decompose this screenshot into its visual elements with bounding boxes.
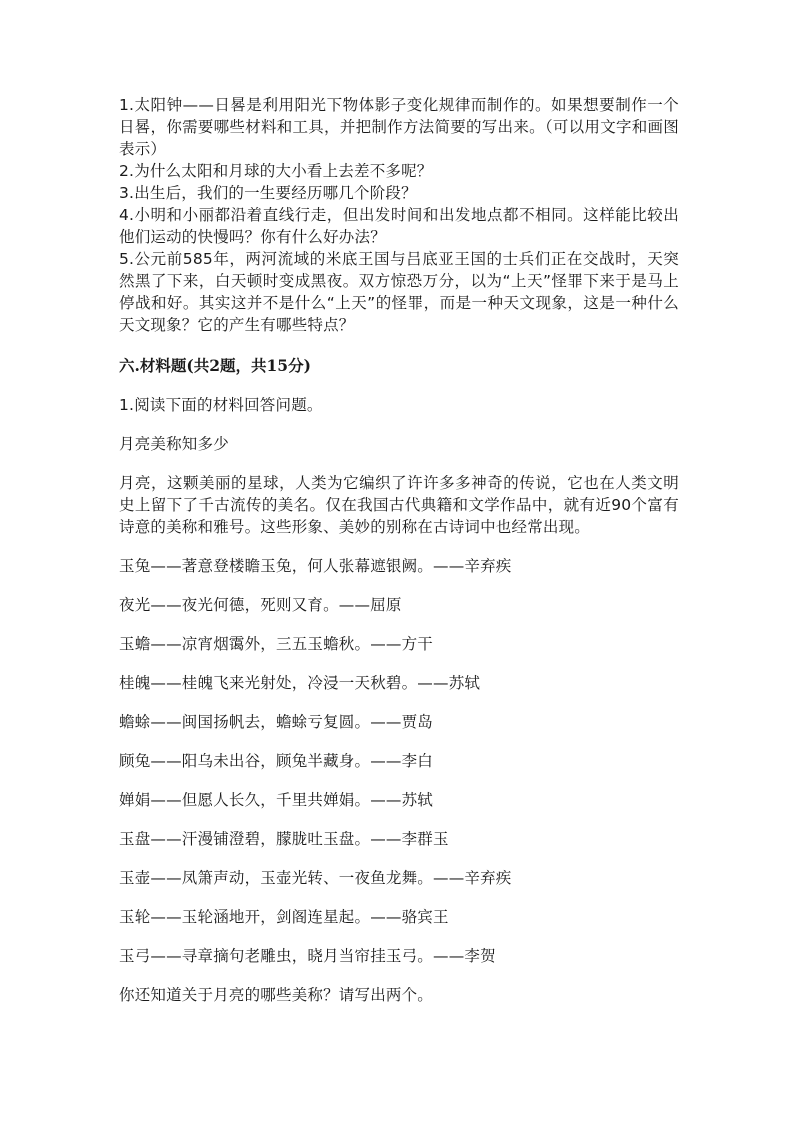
question-list bbox=[119, 94, 679, 336]
poem-line-yupan: 玉盘——汗漫铺澄碧，朦胧吐玉盘。——李群玉 bbox=[119, 830, 449, 848]
poem-line-yuchan: 玉蟾——凉宵烟霭外，三五玉蟾秋。——方干 bbox=[119, 635, 434, 653]
section-title: 六.材料题(共2题，共15分) bbox=[119, 356, 311, 375]
poem-line-yuhu: 玉壶——凤箫声动，玉壶光转、一夜鱼龙舞。——辛弃疾 bbox=[119, 869, 512, 887]
poem-line-guipo: 桂魄——桂魄飞来光射处，冷浸一天秋碧。——苏轼 bbox=[119, 674, 481, 692]
poem-line-yutu: 玉兔——著意登楼瞻玉兔，何人张幕遮银阙。——辛弃疾 bbox=[119, 557, 512, 575]
poem-line-chanchu: 蟾蜍——闽国扬帆去，蟾蜍亏复圆。——贾岛 bbox=[119, 713, 434, 731]
poem-list bbox=[119, 555, 679, 967]
poem-line-yeguang: 夜光——夜光何德，死则又育。——屈原 bbox=[119, 596, 402, 614]
material-intro: 月亮，这颗美丽的星球，人类为它编织了许许多多神奇的传说，它也在人类文明史上留下了千古流传的美名。仅在我国古代典籍和文学作品中，就有近90个富有诗意的美称和雅号。这些形象、美妙的别称在古诗词中也经常出现。 bbox=[119, 474, 679, 536]
question-item-4: 4.小明和小丽都沿着直线行走，但出发时间和出发地点都不相同。这样能比较出他们运动的快慢吗？你有什么好办法？ bbox=[119, 206, 679, 246]
question-item-5: 5.公元前585年，两河流域的米底王国与吕底亚王国的士兵们正在交战时，天突然黑了下来，白天顿时变成黑夜。双方惊恐万分，以为“上天”怪罪下来于是马上停战和好。其实这并不是什么“上天”的怪罪，而是一种天文现象，这是一种什么天文现象？它的产生有哪些特点？ bbox=[119, 250, 679, 334]
material-heading: 月亮美称知多少 bbox=[119, 435, 229, 453]
question-item-1: 1.太阳钟——日晷是利用阳光下物体影子变化规律而制作的。如果想要制作一个日晷，你需要哪些材料和工具，并把制作方法简要的写出来。（可以用文字和画图表示） bbox=[119, 96, 679, 158]
material-question: 你还知道关于月亮的哪些美称？请写出两个。 bbox=[119, 986, 434, 1004]
poem-line-yugong: 玉弓——寻章摘句老雕虫，晓月当帘挂玉弓。——李贺 bbox=[119, 947, 496, 965]
question-item-2: 2.为什么太阳和月球的大小看上去差不多呢？ bbox=[119, 162, 433, 180]
material-instruction: 1.阅读下面的材料回答问题。 bbox=[119, 396, 323, 414]
poem-line-chanjuan: 婵娟——但愿人长久，千里共婵娟。——苏轼 bbox=[119, 791, 434, 809]
poem-line-gutu: 顾兔——阳乌未出谷，顾兔半藏身。——李白 bbox=[119, 752, 434, 770]
question-item-3: 3.出生后，我们的一生要经历哪几个阶段？ bbox=[119, 184, 417, 202]
poem-line-yulun: 玉轮——玉轮涵地开，剑阁连星起。——骆宾王 bbox=[119, 908, 449, 926]
document-page bbox=[119, 94, 679, 1006]
